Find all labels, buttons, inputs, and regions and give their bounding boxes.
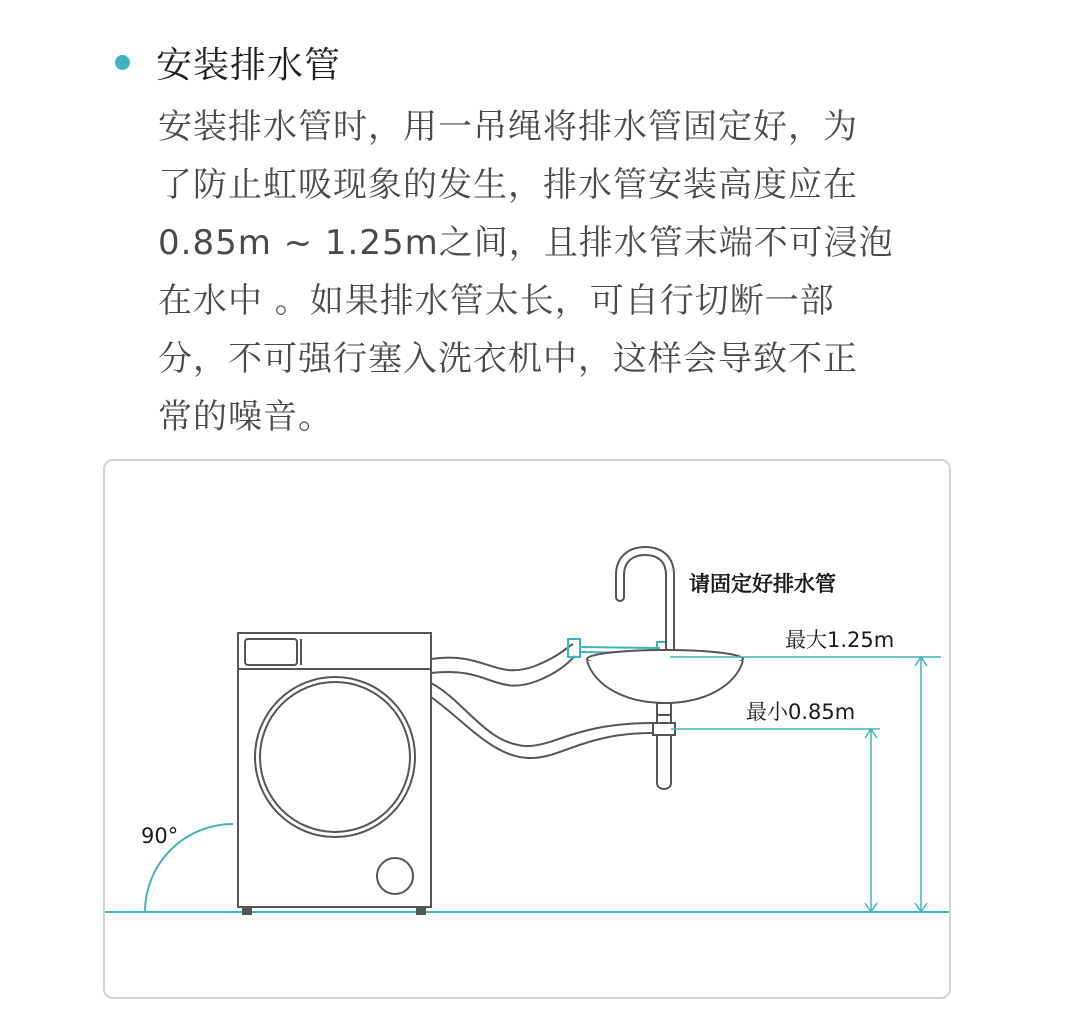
- angle-label: 90°: [141, 824, 179, 848]
- paragraph-line-2: 了防止虹吸现象的发生，排水管安装高度应在: [158, 165, 858, 205]
- min-height-label: 最小0.85m: [746, 700, 856, 724]
- sink-basin-icon: [587, 650, 743, 715]
- paragraph-line-4: 在水中 。如果排水管太长，可自行切断一部: [158, 281, 835, 321]
- max-height-label: 最大1.25m: [785, 628, 895, 652]
- paragraph-line-3: 0.85m ~ 1.25m之间，且排水管末端不可浸泡: [158, 223, 894, 263]
- faucet-icon: [620, 551, 670, 651]
- instruction-paragraph: [158, 98, 958, 446]
- paragraph-line-6: 常的噪音。: [158, 397, 333, 437]
- section-title: 安装排水管: [156, 44, 342, 86]
- height-guides: [670, 657, 941, 912]
- paragraph-line-5: 分，不可强行塞入洗衣机中，这样会导致不正: [158, 339, 858, 379]
- washing-machine-icon: [238, 633, 431, 914]
- bullet-dot-icon: [115, 55, 130, 70]
- sink-drain-pipe: [653, 715, 675, 789]
- fix-hose-label: 请固定好排水管: [689, 572, 836, 596]
- paragraph-line-1: 安装排水管时，用一吊绳将排水管固定好，为: [158, 107, 858, 147]
- diagram-svg: [105, 461, 951, 999]
- installation-diagram: [103, 459, 951, 999]
- section-heading: [115, 34, 341, 90]
